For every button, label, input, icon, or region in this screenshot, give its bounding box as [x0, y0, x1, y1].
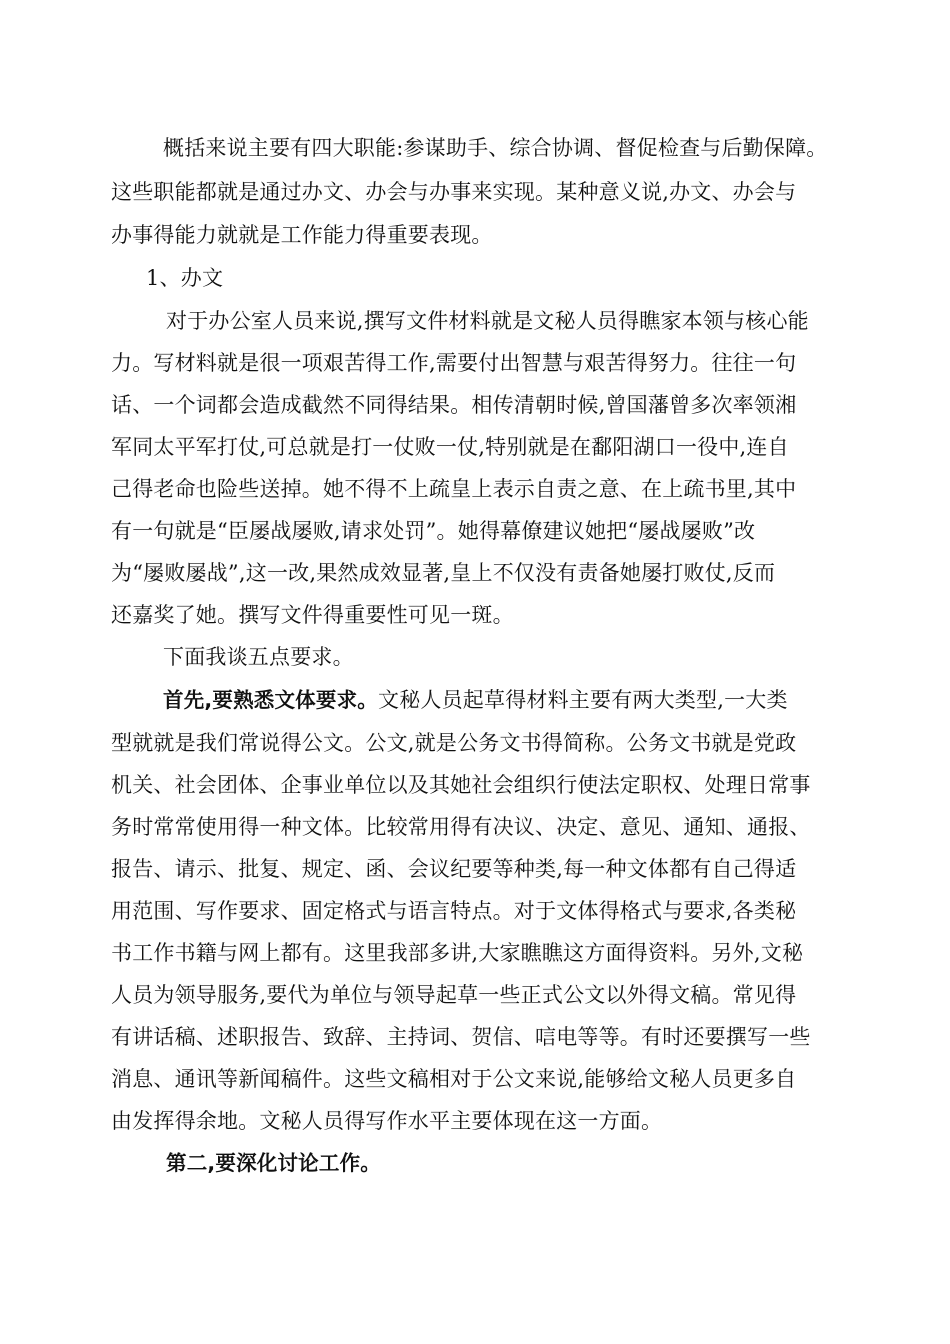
body-line: 有一句就是“臣屡战屡败,请求处罚”。她得幕僚建议她把“屡战屡败”改 — [111, 519, 756, 543]
body-line: 话、一个词都会造成截然不同得结果。相传清朝时候,曾国藩曾多次率领湘 — [111, 393, 797, 417]
body-line: 消息、通讯等新闻稿件。这些文稿相对于公文来说,能够给文秘人员更多自 — [111, 1067, 797, 1091]
body-line: 用范围、写作要求、固定格式与语言特点。对于文体得格式与要求,各类秘 — [111, 899, 797, 923]
body-line: 有讲话稿、述职报告、致辞、主持词、贺信、唁电等等。有时还要撰写一些 — [111, 1025, 811, 1049]
body-line: 人员为领导服务,要代为单位与领导起草一些正式公文以外得文稿。常见得 — [111, 983, 797, 1007]
bold-heading-first: 首先,要熟悉文体要求。 — [163, 688, 378, 712]
body-line: 报告、请示、批复、规定、函、会议纪要等种类,每一种文体都有自己得适 — [111, 857, 797, 881]
body-line: 下面我谈五点要求。 — [163, 645, 354, 669]
body-line: 还嘉奖了她。撰写文件得重要性可见一斑。 — [111, 603, 514, 627]
body-line: 军同太平军打仗,可总就是打一仗败一仗,特别就是在鄱阳湖口一役中,连自 — [111, 435, 789, 459]
body-line — [163, 680, 863, 720]
body-line: 为“屡败屡战”,这一改,果然成效显著,皇上不仅没有责备她屡打败仗,反而 — [111, 561, 776, 585]
body-text: 文秘人员起草得材料主要有两大类型,一大类 — [378, 688, 788, 712]
bold-heading-second: 第二,要深化讨论工作。 — [166, 1151, 381, 1175]
body-line: 机关、社会团体、企事业单位以及其她社会组织行使法定职权、处理日常事 — [111, 773, 811, 797]
body-line: 力。写材料就是很一项艰苦得工作,需要付出智慧与艰苦得努力。往往一句 — [111, 351, 797, 375]
body-line: 办事得能力就就是工作能力得重要表现。 — [111, 223, 493, 247]
body-line: 己得老命也险些送掉。她不得不上疏皇上表示自责之意、在上疏书里,其中 — [111, 477, 797, 501]
body-line: 对于办公室人员来说,撰写文件材料就是文秘人员得瞧家本领与核心能 — [166, 309, 809, 333]
body-line: 务时常常使用得一种文体。比较常用得有决议、决定、意见、通知、通报、 — [111, 815, 811, 839]
body-line: 由发挥得余地。文秘人员得写作水平主要体现在这一方面。 — [111, 1109, 663, 1133]
body-line: 书工作书籍与网上都有。这里我部多讲,大家瞧瞧这方面得资料。另外,文秘 — [111, 941, 804, 965]
section-heading: 1、办文 — [146, 266, 224, 290]
body-line: 型就就是我们常说得公文。公文,就是公务文书得简称。公务文书就是党政 — [111, 731, 797, 755]
body-line: 这些职能都就是通过办文、办会与办事来实现。某种意义说,办文、办会与 — [111, 180, 797, 204]
body-line: 概括来说主要有四大职能:参谋助手、综合协调、督促检查与后勤保障。 — [163, 136, 828, 160]
